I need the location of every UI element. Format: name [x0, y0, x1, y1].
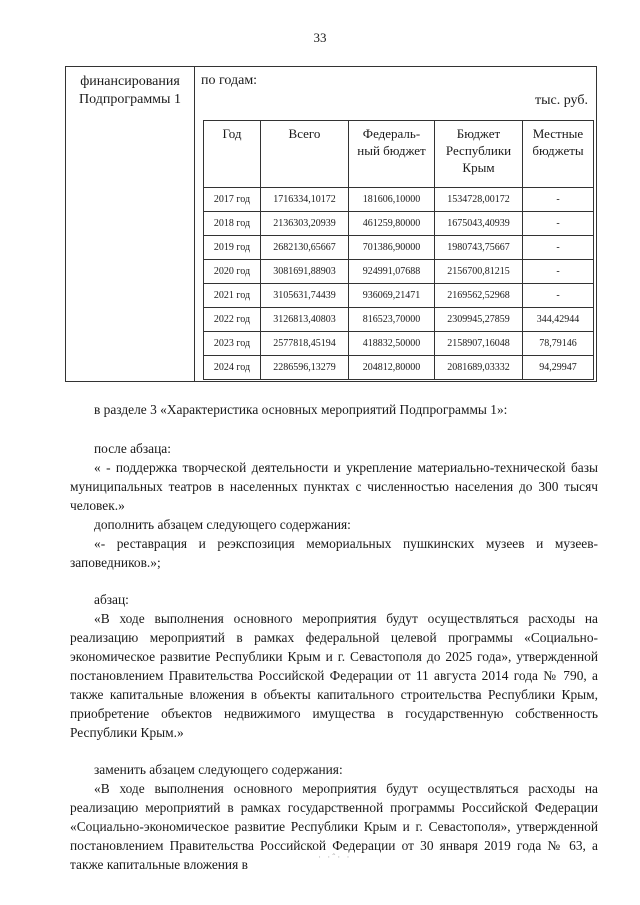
- cell-total: 2136303,20939: [261, 212, 349, 236]
- cell-federal: 204812,80000: [349, 356, 435, 380]
- cell-local: -: [523, 260, 594, 284]
- table-row: [204, 308, 594, 332]
- cell-total: 2682130,65667: [261, 236, 349, 260]
- cell-federal: 816523,70000: [349, 308, 435, 332]
- cell-crimea: 1675043,40939: [435, 212, 523, 236]
- cell-year: 2024 год: [204, 356, 261, 380]
- frame-divider: [194, 67, 195, 381]
- financing-table: [203, 120, 594, 380]
- table-row: [204, 260, 594, 284]
- quote-new-paragraph: «В ходе выполнения основного мероприятия будут осуществляться расходы на реализацию мероприятий в рамках государственной программы Российской Федерации «Социально-экономическое развитие Республики Крым и г. Севастополя», утвержденной постановлением Правительства Российской Федерации от 30 января 2019 года № 63, а также капитальные вложения в: [70, 781, 598, 872]
- cell-local: 344,42944: [523, 308, 594, 332]
- table-row: [204, 236, 594, 260]
- cell-year: 2018 год: [204, 212, 261, 236]
- financing-label: [66, 73, 194, 109]
- cell-local: -: [523, 284, 594, 308]
- table-row: [204, 332, 594, 356]
- paragraph-label: абзац:: [94, 592, 129, 607]
- cell-federal: 461259,80000: [349, 212, 435, 236]
- quote-museums: «- реставрация и реэкспозиция мемориальных пушкинских музеев и музеев-заповедников.»;: [70, 536, 598, 570]
- cell-total: 3126813,40803: [261, 308, 349, 332]
- cell-year: 2019 год: [204, 236, 261, 260]
- quote-theatres: « - поддержка творческой деятельности и укрепление материально-технической базы муниципальных театров в населенных пунктах с численностью населения до 300 тысяч человек.»: [70, 460, 598, 513]
- cell-total: 3105631,74439: [261, 284, 349, 308]
- cell-total: 1716334,10172: [261, 188, 349, 212]
- table-row: [204, 188, 594, 212]
- replace-paragraph-label: заменить абзацем следующего содержания:: [94, 762, 343, 777]
- by-years-label: по годам:: [201, 73, 258, 88]
- cell-crimea: 1534728,00172: [435, 188, 523, 212]
- cell-year: 2017 год: [204, 188, 261, 212]
- cell-local: -: [523, 236, 594, 260]
- column-header-federal: Федераль-ный бюджет: [349, 121, 435, 188]
- cell-crimea: 2309945,27859: [435, 308, 523, 332]
- cell-federal: 418832,50000: [349, 332, 435, 356]
- cell-crimea: 2081689,03332: [435, 356, 523, 380]
- table-row: [204, 212, 594, 236]
- units-label: тыс. руб.: [535, 93, 588, 108]
- after-paragraph-label: после абзаца:: [94, 441, 171, 456]
- cell-federal: 936069,21471: [349, 284, 435, 308]
- cell-crimea: 2158907,16048: [435, 332, 523, 356]
- cell-year: 2022 год: [204, 308, 261, 332]
- cell-total: 2577818,45194: [261, 332, 349, 356]
- section-intro: в разделе 3 «Характеристика основных мероприятий Подпрограммы 1»:: [94, 402, 508, 417]
- quote-old-paragraph: «В ходе выполнения основного мероприятия будут осуществляться расходы на реализацию мероприятий в рамках федеральной целевой программы «Социально-экономическое развитие Республики Крым и г. Севастополя до 2025 года», утвержденной постановлением Правительства Российской Федерации от 11 августа 2014 года № 790, а также капитальные вложения в объекты капитального строительства Республики Крым, приобретение объектов недвижимого имущества в государственную собственность Республики Крым.»: [70, 611, 598, 740]
- document-body: [70, 400, 598, 874]
- table-header-row: [204, 121, 594, 188]
- scan-artifact: · ·ˆ· ·: [318, 852, 352, 862]
- column-header-year: Год: [204, 121, 261, 188]
- financing-label-line1: финансирования: [80, 74, 180, 89]
- cell-total: 3081691,88903: [261, 260, 349, 284]
- table-row: [204, 356, 594, 380]
- column-header-local: Местные бюджеты: [523, 121, 594, 188]
- cell-year: 2021 год: [204, 284, 261, 308]
- cell-local: 78,79146: [523, 332, 594, 356]
- cell-total: 2286596,13279: [261, 356, 349, 380]
- column-header-crimea: Бюджет Республики Крым: [435, 121, 523, 188]
- cell-local: -: [523, 212, 594, 236]
- column-header-total: Всего: [261, 121, 349, 188]
- cell-local: 94,29947: [523, 356, 594, 380]
- cell-federal: 181606,10000: [349, 188, 435, 212]
- page-number: 33: [313, 30, 327, 45]
- table-row: [204, 284, 594, 308]
- cell-crimea: 2169562,52968: [435, 284, 523, 308]
- cell-crimea: 2156700,81215: [435, 260, 523, 284]
- add-paragraph-label: дополнить абзацем следующего содержания:: [94, 517, 351, 532]
- cell-federal: 924991,07688: [349, 260, 435, 284]
- cell-local: -: [523, 188, 594, 212]
- financing-label-line2: Подпрограммы 1: [79, 92, 181, 107]
- cell-year: 2023 год: [204, 332, 261, 356]
- cell-federal: 701386,90000: [349, 236, 435, 260]
- cell-crimea: 1980743,75667: [435, 236, 523, 260]
- cell-year: 2020 год: [204, 260, 261, 284]
